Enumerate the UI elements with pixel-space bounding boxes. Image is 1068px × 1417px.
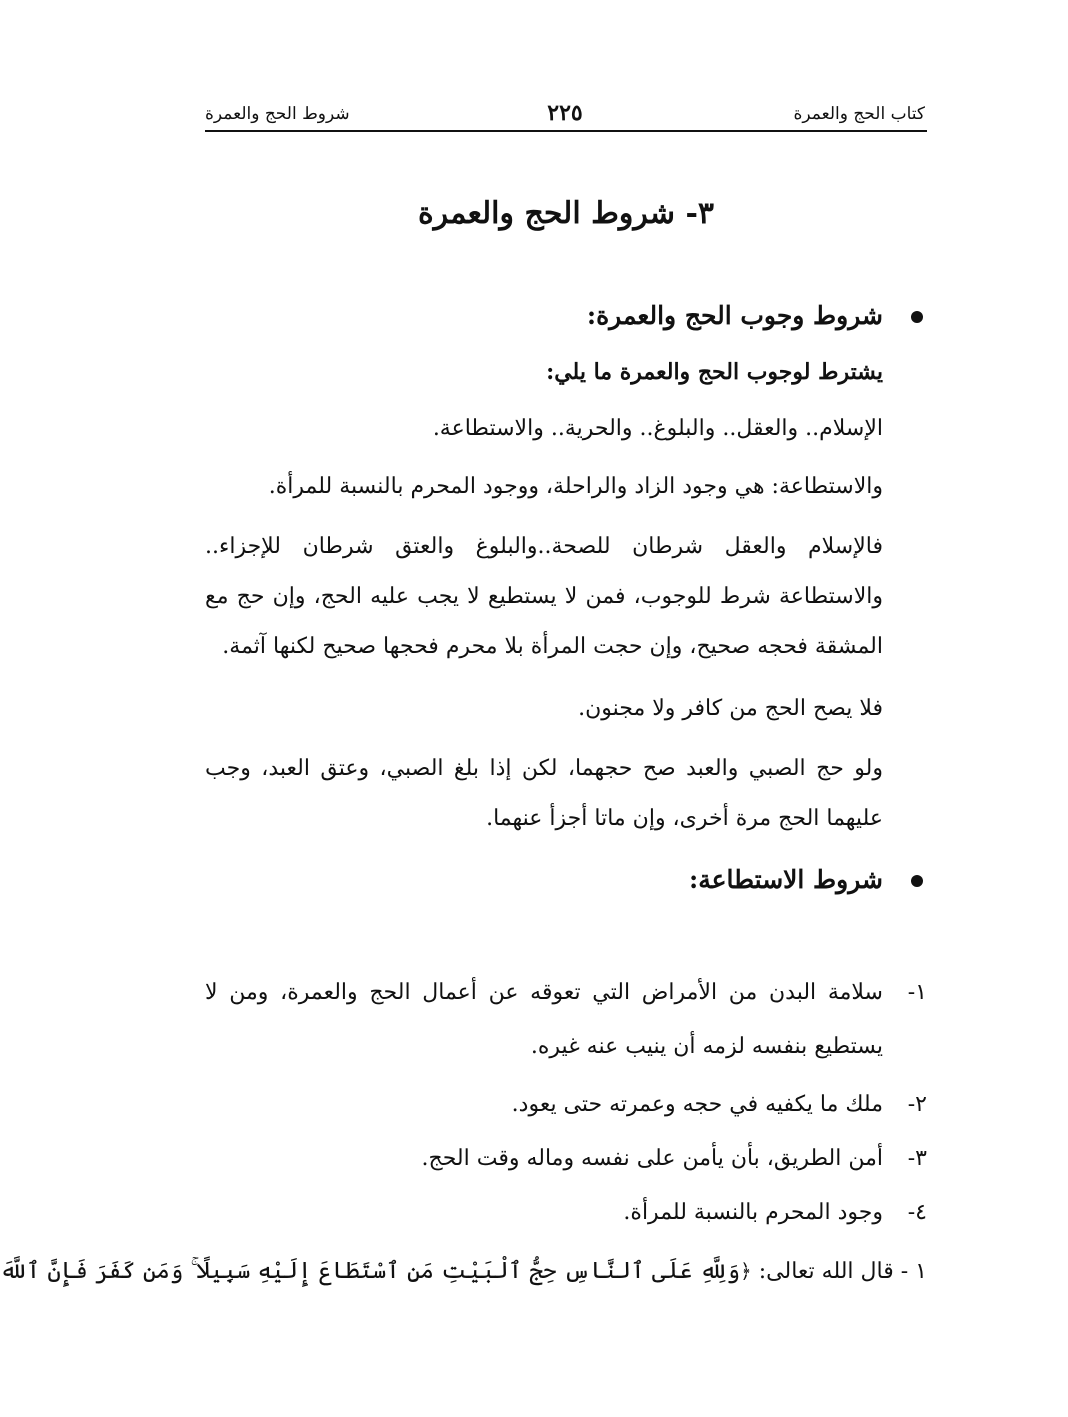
quote-line — [0, 1244, 927, 1299]
child-slave-paragraph: ولو حج الصبي والعبد صح حجهما، لكن إذا بلغ الصبي، وعتق العبد، وجب عليهما الحج مرة أخرى، وإن ماتا أجزأ عنهما. — [205, 756, 883, 831]
conditions-line: الإسلام.. والعقل.. والبلوغ.. والحرية.. والاستطاعة. — [432, 416, 883, 441]
book-title: كتاب الحج والعمرة — [793, 104, 925, 124]
quote-prefix: ١ - قال الله تعالى: — [758, 1259, 927, 1284]
header-divider — [205, 130, 927, 132]
chapter-title: ٣- شروط الحج والعمرة — [417, 196, 715, 231]
list-item — [205, 966, 927, 1074]
running-header — [205, 100, 925, 130]
explanation-paragraph: فالإسلام والعقل شرطان للصحة..والبلوغ والعتق شرطان للإجزاء.. والاستطاعة شرط للوجوب، فمن لا يستطيع لا يجب عليه الحج، وإن حج مع المشقة فحجه صحيح، وإن حجت المرأة بلا محرم فحجها صحيح لكنها آثمة. — [205, 534, 883, 659]
list-item — [205, 1132, 927, 1186]
section-heading-text: شروط وجوب الحج والعمرة: — [586, 301, 883, 330]
list-text: ملك ما يكفيه في حجه وعمرته حتى يعود. — [511, 1092, 883, 1117]
chapter-running-title: شروط الحج والعمرة — [205, 104, 350, 124]
list-number: ٤- — [907, 1200, 927, 1225]
main-content — [205, 288, 883, 908]
bullet-icon — [911, 311, 923, 323]
section-heading-obligation — [205, 288, 883, 344]
quran-verse: وَلِلَّهِ عَلَى ٱلنَّاسِ حِجُّ ٱلْبَيْتِ مَنِ ٱسْتَطَاعَ إِلَيْهِ سَبِيلًا ۚ وَمَن كَفَرَ فَإِنَّ ٱللَّهَ — [0, 1258, 741, 1284]
list-text: وجود المحرم بالنسبة للمرأة. — [623, 1200, 883, 1225]
invalid-hajj-line: فلا يصح الحج من كافر ولا مجنون. — [578, 696, 883, 721]
list-text: سلامة البدن من الأمراض التي تعوقه عن أعمال الحج والعمرة، ومن لا يستطيع بنفسه لزمه أن ينيب عنه غيره. — [205, 980, 883, 1059]
section-heading-text: شروط الاستطاعة: — [688, 865, 883, 894]
quran-bracket-icon: ﴿ — [740, 1259, 752, 1283]
page-number: ٢٢٥ — [547, 100, 583, 126]
section-heading-ability — [205, 852, 883, 908]
list-number: ١- — [907, 980, 927, 1005]
istitaa-definition: والاستطاعة: هي وجود الزاد والراحلة، ووجود المحرم بالنسبة للمرأة. — [268, 474, 883, 499]
list-number: ٣- — [907, 1146, 927, 1171]
bullet-icon — [911, 875, 923, 887]
list-text: أمن الطريق، بأن يأمن على نفسه وماله وقت الحج. — [421, 1146, 883, 1171]
list-number: ٢- — [907, 1092, 927, 1117]
intro-line: يشترط لوجوب الحج والعمرة ما يلي: — [546, 359, 883, 385]
list-item — [205, 1078, 927, 1132]
list-item — [205, 1186, 927, 1240]
